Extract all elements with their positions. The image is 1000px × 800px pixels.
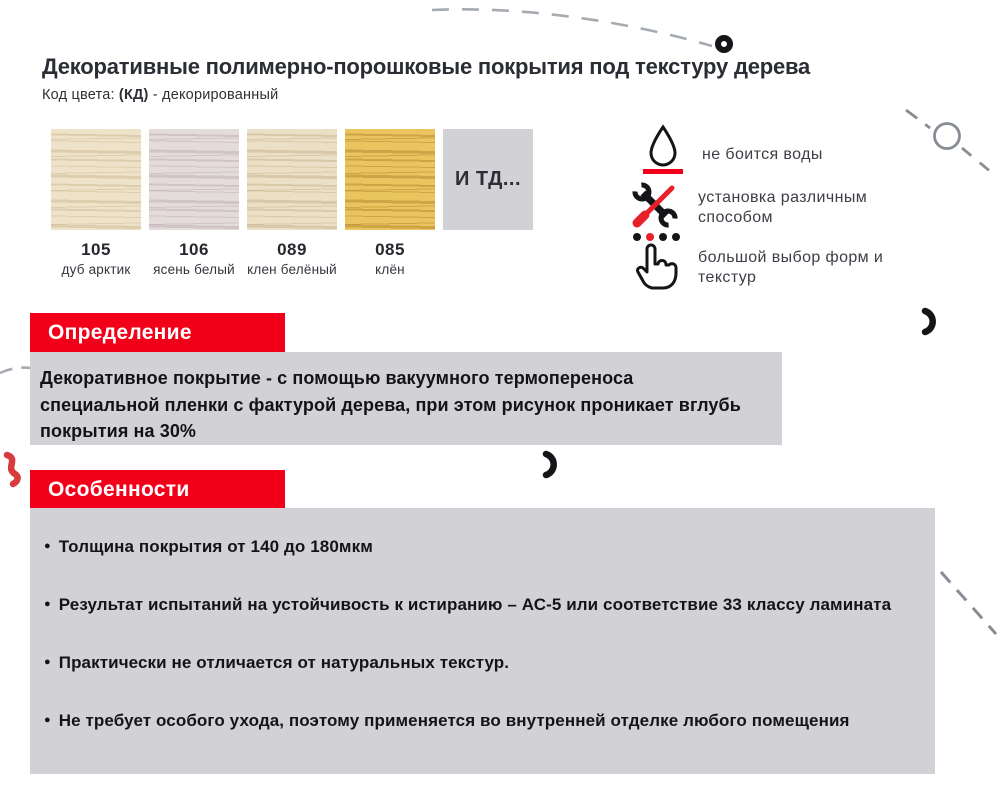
swatch-row [51,129,435,277]
ring-dashed-line-decoration [900,103,1000,183]
color-code-suffix: - декорированный [148,87,279,103]
swatch-name: дуб арктик [61,262,131,277]
hand-click-icon [630,230,686,294]
tools-icon [630,180,680,230]
advantage-label-install: установка различным способом [698,189,868,227]
advantage-label-choice: большой выбор форм и текстур [698,249,884,287]
wood-swatch-image [51,129,141,230]
page-title: Декоративные полимерно-порошковые покрытия под текстуру дерева [42,54,811,79]
etc-swatch-box [443,129,533,230]
color-code-subtitle [42,87,278,103]
feature-bullet: ● Практически не отличается от натуральных текстур. [44,646,905,681]
dashed-line-left-decoration [0,358,32,380]
swatch-code: 105 [81,240,111,259]
definition-panel [30,352,782,445]
swatch-code: 106 [179,240,209,259]
color-code-prefix: Код цвета: [42,87,119,103]
crescent-middle-decoration [540,449,564,481]
features-panel [30,508,935,774]
features-heading: Особенности [48,478,190,501]
wood-swatch-image [149,129,239,230]
feature-bullet: ● Не требует особого ухода, поэтому применяется во внутренней отделке любого помещения [44,704,905,739]
crescent-right-decoration [919,306,943,338]
dashed-line-bottom-right-decoration [936,566,1000,640]
definition-section-header [30,313,285,352]
dashed-curve-top-decoration [428,2,720,52]
swatch-cell-105 [51,129,141,277]
red-squiggle-decoration [0,449,32,491]
swatch-cell-085 [345,129,435,277]
water-drop-icon [641,124,685,176]
wood-swatch-image [247,129,337,230]
features-section-header [30,470,285,509]
feature-bullet: ● Результат испытаний на устойчивость к истиранию – АС-5 или соответствие 33 классу ламината [44,588,905,623]
swatch-code: 089 [277,240,307,259]
swatch-name: ясень белый [153,262,235,277]
swatch-name: клён [375,262,405,277]
swatch-code: 085 [375,240,405,259]
donut-dot-decoration [713,33,735,55]
features-list [44,530,905,738]
color-code-value: (КД) [118,87,149,103]
wood-swatch-image [345,129,435,230]
definition-text: Декоративное покрытие - с помощью вакуумного термопереноса специальной пленки с фактурой дерева, при этом рисунок проникает вглубь покрытия на 30% [40,368,741,442]
swatch-name: клен белёный [247,262,337,277]
feature-bullet: ● Толщина покрытия от 140 до 180мкм [44,530,905,565]
definition-heading: Определение [48,321,192,344]
advantage-label-water: не боится воды [702,146,823,163]
etc-label: И ТД... [454,168,522,190]
swatch-cell-106 [149,129,239,277]
swatch-cell-089 [247,129,337,277]
